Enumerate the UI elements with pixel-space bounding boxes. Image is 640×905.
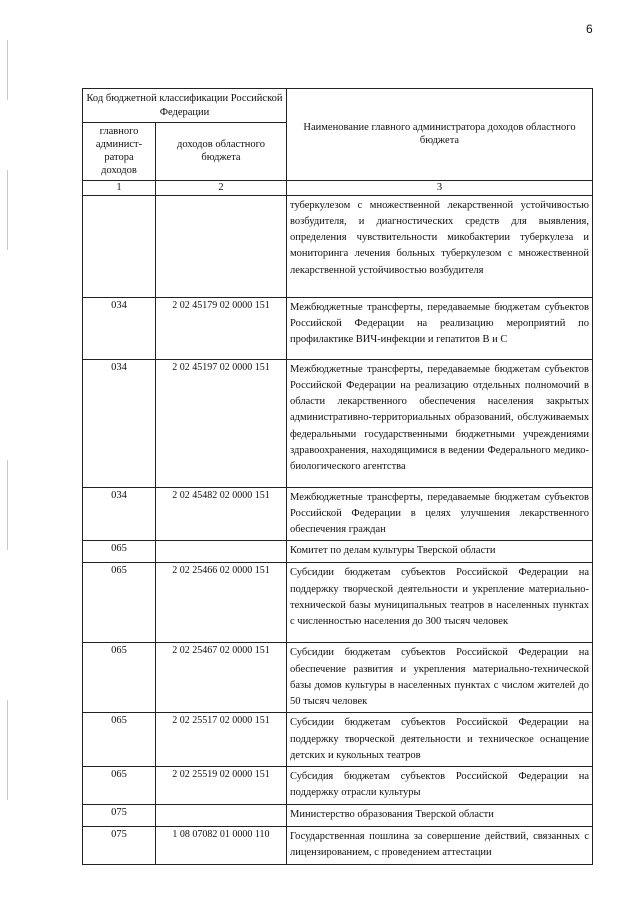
income-code bbox=[156, 195, 287, 297]
margin-mark bbox=[7, 170, 8, 250]
admin-code: 065 bbox=[83, 713, 156, 767]
income-name: Субсидии бюджетам субъектов Российской Федерации на поддержку творческой деятельности и техническое оснащение детских и кукольных театров bbox=[287, 713, 593, 767]
admin-code: 065 bbox=[83, 643, 156, 713]
income-code: 2 02 45179 02 0000 151 bbox=[156, 297, 287, 359]
table-row bbox=[83, 487, 593, 541]
table-row bbox=[83, 713, 593, 767]
section-title: Министерство образования Тверской области bbox=[287, 805, 593, 827]
admin-code bbox=[83, 195, 156, 297]
margin-mark bbox=[7, 40, 8, 100]
income-name: туберкулезом с множественной лекарственной устойчивостью возбудителя, и диагностических средств для выявления, определения чувствительности микобактерии туберкулеза и мониторинга лечения больных туберкулезом с множественной лекарственной устойчивостью возбудителя bbox=[287, 195, 593, 297]
admin-code: 075 bbox=[83, 805, 156, 827]
income-code: 2 02 25466 02 0000 151 bbox=[156, 563, 287, 643]
table-row bbox=[83, 195, 593, 297]
header-col2-title: доходов областного бюджета bbox=[156, 123, 287, 181]
income-code: 1 08 07082 01 0000 110 bbox=[156, 827, 287, 865]
table-row bbox=[83, 297, 593, 359]
page-number: 6 bbox=[586, 22, 593, 36]
income-code bbox=[156, 805, 287, 827]
income-code: 2 02 25517 02 0000 151 bbox=[156, 713, 287, 767]
margin-mark bbox=[7, 700, 8, 800]
section-row bbox=[83, 805, 593, 827]
income-name: Межбюджетные трансферты, передаваемые бюджетам субъектов Российской Федерации на реализацию отдельных полномочий в области лекарственного обеспечения населения закрытых административно-территориальных образований, обслуживаемых федеральными государственными бюджетными учреждениями здравоохранения, находящимися в ведении Федерального медико-биологического агентства bbox=[287, 359, 593, 487]
table-row bbox=[83, 643, 593, 713]
header-col1-title: главного админист-ратора доходов bbox=[83, 123, 156, 181]
table-row bbox=[83, 563, 593, 643]
header-col3-title: Наименование главного администратора доходов областного бюджета bbox=[287, 89, 593, 181]
header-col3-number: 3 bbox=[287, 180, 593, 195]
income-name: Государственная пошлина за совершение действий, связанных с лицензированием, с проведением аттестации bbox=[287, 827, 593, 865]
income-name: Межбюджетные трансферты, передаваемые бюджетам субъектов Российской Федерации на реализацию мероприятий по профилактике ВИЧ-инфекции и гепатитов B и C bbox=[287, 297, 593, 359]
admin-code: 065 bbox=[83, 541, 156, 563]
income-code: 2 02 45197 02 0000 151 bbox=[156, 359, 287, 487]
admin-code: 034 bbox=[83, 297, 156, 359]
admin-code: 034 bbox=[83, 359, 156, 487]
income-code: 2 02 25467 02 0000 151 bbox=[156, 643, 287, 713]
admin-code: 065 bbox=[83, 767, 156, 805]
budget-classification-table bbox=[82, 88, 593, 865]
admin-code: 065 bbox=[83, 563, 156, 643]
table-row bbox=[83, 767, 593, 805]
income-code: 2 02 25519 02 0000 151 bbox=[156, 767, 287, 805]
section-row bbox=[83, 541, 593, 563]
admin-code: 075 bbox=[83, 827, 156, 865]
income-name: Субсидии бюджетам субъектов Российской Федерации на поддержку творческой деятельности и укрепление материально-технической базы муниципальных театров в населенных пунктах с численностью населения до 300 тысяч человек bbox=[287, 563, 593, 643]
table-row bbox=[83, 827, 593, 865]
header-col1-number: 1 bbox=[83, 180, 156, 195]
income-name: Субсидия бюджетам субъектов Российской Федерации на поддержку отрасли культуры bbox=[287, 767, 593, 805]
income-code: 2 02 45482 02 0000 151 bbox=[156, 487, 287, 541]
income-code bbox=[156, 541, 287, 563]
income-name: Субсидии бюджетам субъектов Российской Федерации на обеспечение развития и укрепления материально-технической базы домов культуры в населенных пунктах с числом жителей до 50 тысяч человек bbox=[287, 643, 593, 713]
table-row bbox=[83, 359, 593, 487]
margin-mark bbox=[7, 460, 8, 550]
admin-code: 034 bbox=[83, 487, 156, 541]
section-title: Комитет по делам культуры Тверской области bbox=[287, 541, 593, 563]
header-col2-number: 2 bbox=[156, 180, 287, 195]
header-group-title: Код бюджетной классификации Российской Федерации bbox=[83, 89, 287, 123]
income-name: Межбюджетные трансферты, передаваемые бюджетам субъектов Российской Федерации в целях улучшения лекарственного обеспечения граждан bbox=[287, 487, 593, 541]
